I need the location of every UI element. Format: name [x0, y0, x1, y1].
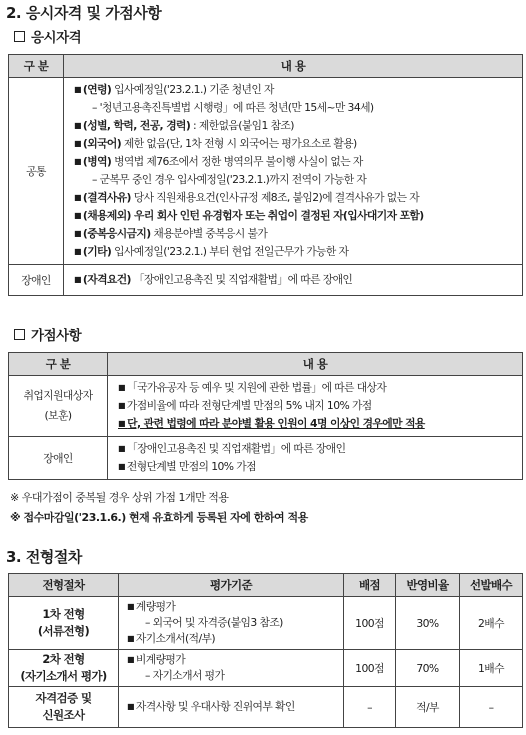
common-item: – 군복무 중인 경우 입사예정일('23.2.1.)까지 전역이 가능한 자 — [92, 173, 367, 186]
qualification-heading — [14, 26, 81, 46]
common-content — [64, 78, 523, 265]
common-item: ■ (성별, 학력, 전공, 경력) : 제한없음(붙임1 참조) — [70, 117, 522, 135]
disabled-bonus-label: 장애인 — [9, 437, 108, 480]
proc-header-score: 배점 — [344, 574, 396, 597]
stage-2-multiple: 1배수 — [460, 650, 523, 687]
bonus-header-content: 내 용 — [108, 353, 523, 376]
qual-header-category: 구 분 — [9, 55, 64, 78]
bonus-table — [8, 352, 523, 480]
stage-3-ratio: 적/부 — [396, 687, 460, 728]
stage-3-label: 자격검증 및 신원조사 — [9, 687, 119, 728]
stage-3-criteria: ■ 자격사항 및 우대사항 진위여부 확인 — [119, 687, 344, 728]
common-item: ■ (채용제외) 우리 회사 인턴 유경험자 또는 취업이 결정된 자(입사대기자 포함) — [70, 207, 522, 225]
proc-header-stage: 전형절차 — [9, 574, 119, 597]
disabled-content — [64, 265, 523, 296]
common-item: ■ (결격사유) 당사 직원채용요건(인사규정 제8조, 붙임2)에 결격사유가 없는 자 — [70, 189, 522, 207]
common-label: 공통 — [9, 78, 64, 265]
stage-2-criteria: ■ 비계량평가 – 자기소개서 평가 — [119, 650, 344, 687]
stage-2-label: 2차 전형 (자기소개서 평가) — [9, 650, 119, 687]
stage-1-score: 100점 — [344, 597, 396, 650]
common-item: ■ (기타) 입사예정일('23.2.1.) 부터 현업 전일근무가 가능한 자 — [70, 243, 522, 261]
list-item: ■ 「장애인고용촉진 및 직업재활법」에 따른 장애인 — [114, 440, 522, 458]
list-item: ■ 단, 관련 법령에 따라 분야별 활용 인원이 4명 이상인 경우에만 적용 — [114, 415, 522, 433]
disabled-requirement: ■ (자격요건) 「장애인고용촉진 및 직업재활법」에 따른 장애인 — [70, 271, 522, 289]
checkbox-square-icon — [14, 31, 25, 42]
stage-1-criteria: ■ 계량평가 – 외국어 및 자격증(붙임3 참조) ■ 자기소개서(적/부) — [119, 597, 344, 650]
stage-3-multiple: – — [460, 687, 523, 728]
checkbox-square-icon — [14, 329, 25, 340]
list-item: ■ 전형단계별 만점의 10% 가점 — [114, 458, 522, 476]
common-item: ■ (연령) 입사예정일('23.2.1.) 기준 청년인 자 — [70, 81, 522, 99]
proc-header-multiple: 선발배수 — [460, 574, 523, 597]
stage-1-ratio: 30% — [396, 597, 460, 650]
common-item: ■ (외국어) 제한 없음(단, 1차 전형 시 외국어는 평가요소로 활용) — [70, 135, 522, 153]
section3-title: 3. 전형절차 — [6, 548, 82, 566]
bonus-heading — [14, 324, 81, 344]
common-item: ■ (병역) 병역법 제76조에서 정한 병역의무 불이행 사실이 없는 자 — [70, 153, 522, 171]
qualification-table — [8, 54, 523, 296]
stage-2-score: 100점 — [344, 650, 396, 687]
list-item: ■ 「국가유공자 등 예우 및 지원에 관한 법률」에 따른 대상자 — [114, 379, 522, 397]
note-deadline: ※ 접수마감일('23.1.6.) 현재 유효하게 등록된 자에 한하여 적용 — [10, 511, 308, 524]
veteran-label: 취업지원대상자 (보훈) — [9, 376, 108, 437]
proc-header-criteria: 평가기준 — [119, 574, 344, 597]
disabled-label: 장애인 — [9, 265, 64, 296]
disabled-bonus-content — [108, 437, 523, 480]
bonus-title: 가점사항 — [31, 328, 82, 344]
note-duplicate-bonus: ※ 우대가점이 중복될 경우 상위 가점 1개만 적용 — [10, 491, 229, 504]
stage-3-score: – — [344, 687, 396, 728]
common-item: – '청년고용촉진특별법 시행령」에 따른 청년(만 15세~만 34세) — [92, 101, 374, 114]
stage-2-ratio: 70% — [396, 650, 460, 687]
common-requirements-list — [70, 81, 522, 261]
proc-header-ratio: 반영비율 — [396, 574, 460, 597]
veteran-content — [108, 376, 523, 437]
bonus-header-category: 구 분 — [9, 353, 108, 376]
list-item: ■ 가점비율에 따라 전형단계별 만점의 5% 내지 10% 가점 — [114, 397, 522, 415]
section2-title: 2. 응시자격 및 가점사항 — [6, 4, 162, 22]
procedure-table — [8, 573, 523, 728]
qual-header-content: 내 용 — [64, 55, 523, 78]
common-item: ■ (중복응시금지) 채용분야별 중복응시 불가 — [70, 225, 522, 243]
stage-1-label: 1차 전형 (서류전형) — [9, 597, 119, 650]
stage-1-multiple: 2배수 — [460, 597, 523, 650]
qualification-title: 응시자격 — [31, 30, 82, 46]
